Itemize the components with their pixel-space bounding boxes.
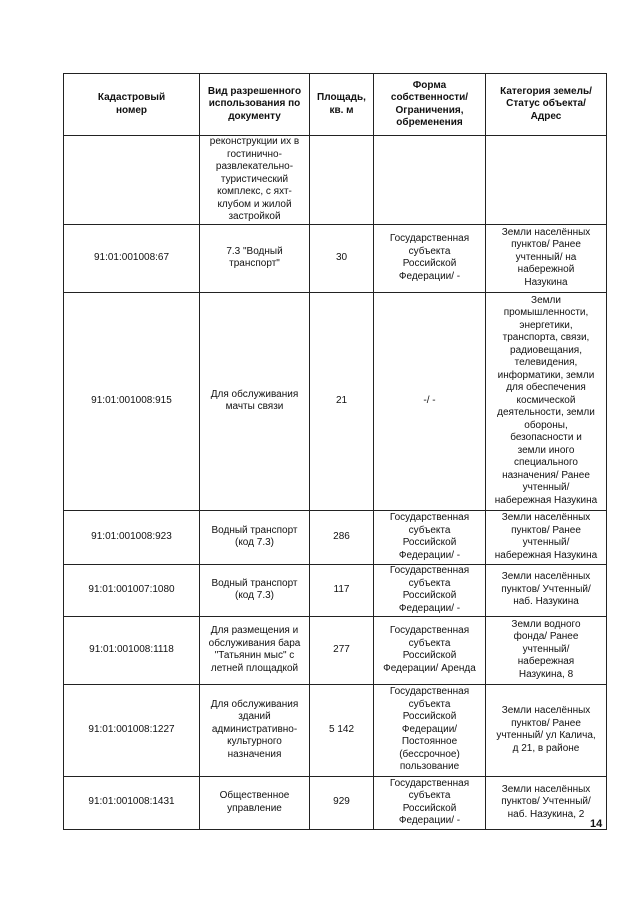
table-row [64,684,607,776]
table-row [64,224,607,292]
cell-ownership [374,136,486,225]
cell-permitted-use: реконструкции их в гостинично- развлекательно- туристический комплекс, с яхт- клубом и жилой застройкой [200,136,310,225]
cell-permitted-use: 7.3 "Водный транспорт" [200,224,310,292]
header-cadastral-number: Кадастровый номер [64,74,200,136]
cell-ownership: -/ - [374,292,486,510]
cell-permitted-use: Водный транспорт (код 7.3) [200,510,310,564]
cell-area [310,136,374,225]
table-row [64,776,607,829]
cell-ownership: Государственная субъекта Российской Федерации/ - [374,776,486,829]
cell-permitted-use: Общественное управление [200,776,310,829]
cell-land-category: Земли промышленности, энергетики, транспорта, связи, радиовещания, телевидения, информатики, земли для обеспечения космической деятельности, земли обороны, безопасности и земли иного специального назначения/ Ранее учтенный/ набережная Назукина [486,292,607,510]
cell-cadastral-number: 91:01:001008:67 [64,224,200,292]
cell-area: 929 [310,776,374,829]
cell-land-category: Земли населённых пунктов/ Ранее учтенный/ ул Калича, д 21, в районе [486,684,607,776]
cell-area: 277 [310,616,374,684]
table-row [64,136,607,225]
cell-land-category: Земли населённых пунктов/ Учтенный/ наб. Назукина, 2 [486,776,607,829]
cell-ownership: Государственная субъекта Российской Федерации/ - [374,564,486,616]
cell-land-category: Земли населённых пунктов/ Ранее учтенный/ на набережной Назукина [486,224,607,292]
cell-area: 5 142 [310,684,374,776]
table-row [64,616,607,684]
cell-permitted-use: Для обслуживания мачты связи [200,292,310,510]
cell-permitted-use: Водный транспорт (код 7.3) [200,564,310,616]
cell-cadastral-number: 91:01:001008:1118 [64,616,200,684]
cell-land-category: Земли населённых пунктов/ Учтенный/ наб. Назукина [486,564,607,616]
cell-cadastral-number [64,136,200,225]
cell-area: 117 [310,564,374,616]
header-area: Площадь, кв. м [310,74,374,136]
cell-cadastral-number: 91:01:001008:923 [64,510,200,564]
cell-area: 286 [310,510,374,564]
cell-land-category: Земли населённых пунктов/ Ранее учтенный/ набережная Назукина [486,510,607,564]
header-ownership: Форма собственности/ Ограничения, обременения [374,74,486,136]
cell-area: 30 [310,224,374,292]
cell-land-category [486,136,607,225]
header-land-category: Категория земель/ Статус объекта/ Адрес [486,74,607,136]
cell-cadastral-number: 91:01:001008:1227 [64,684,200,776]
header-permitted-use: Вид разрешенного использования по документу [200,74,310,136]
land-plots-table [63,73,607,830]
cell-ownership: Государственная субъекта Российской Федерации/ Постоянное (бессрочное) пользование [374,684,486,776]
cell-permitted-use: Для размещения и обслуживания бара "Татьянин мыс" с летней площадкой [200,616,310,684]
cell-cadastral-number: 91:01:001008:1431 [64,776,200,829]
table-row [64,510,607,564]
cell-ownership: Государственная субъекта Российской Федерации/ - [374,510,486,564]
page-number: 14 [590,818,603,830]
cell-cadastral-number: 91:01:001007:1080 [64,564,200,616]
cell-cadastral-number: 91:01:001008:915 [64,292,200,510]
table-header-row [64,74,607,136]
cell-area: 21 [310,292,374,510]
cell-ownership: Государственная субъекта Российской Федерации/ - [374,224,486,292]
cell-permitted-use: Для обслуживания зданий административно- культурного назначения [200,684,310,776]
cell-land-category: Земли водного фонда/ Ранее учтенный/ набережная Назукина, 8 [486,616,607,684]
table-row [64,564,607,616]
table-row [64,292,607,510]
cell-ownership: Государственная субъекта Российской Федерации/ Аренда [374,616,486,684]
